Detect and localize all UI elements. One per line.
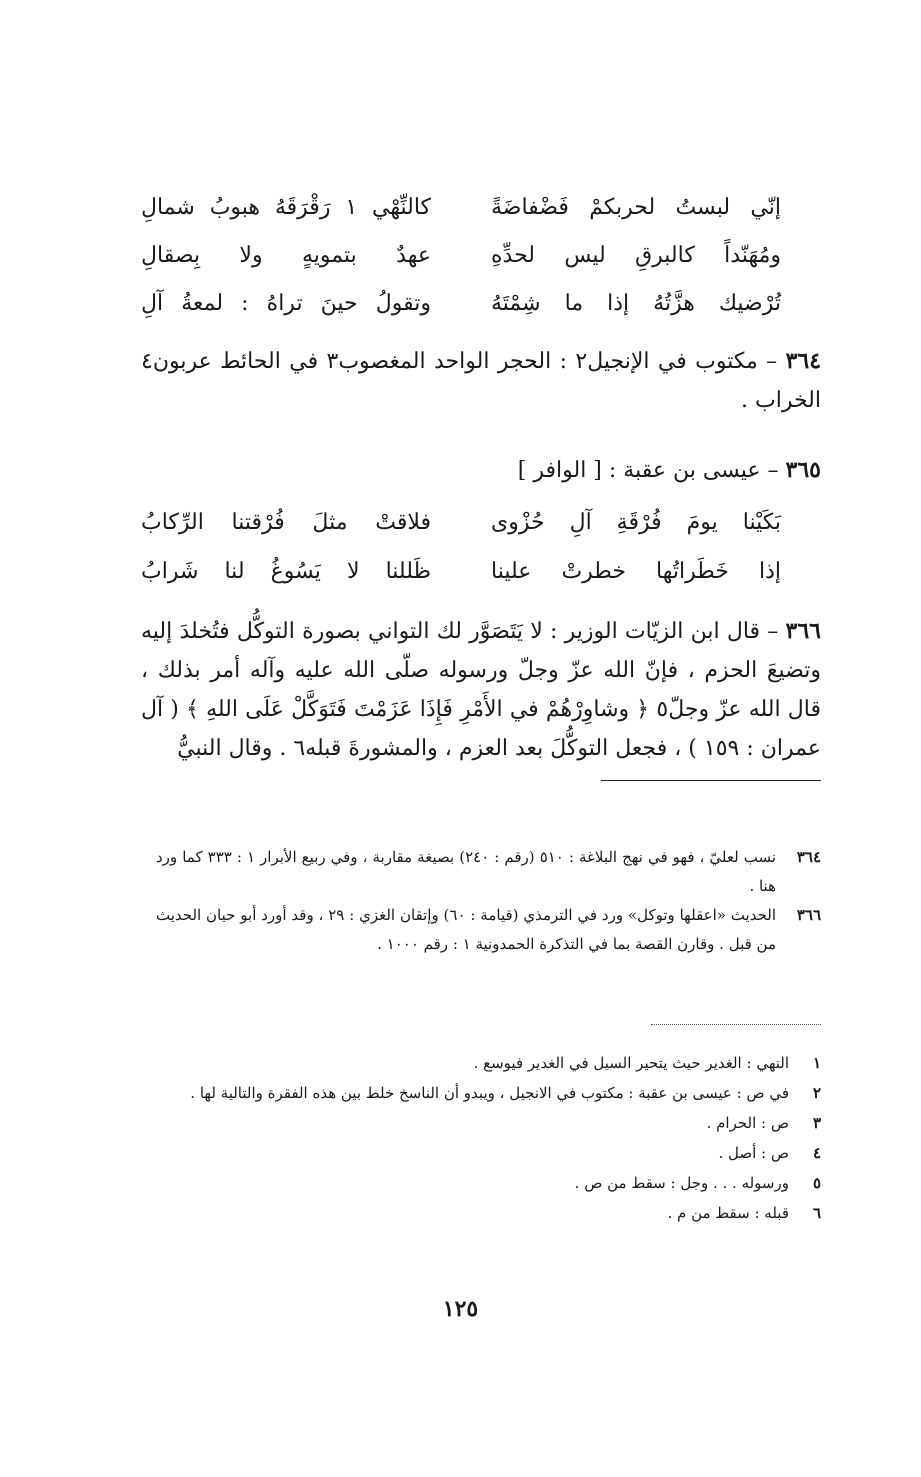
hemistich-first: تُرْضيك هزَّتُهُ إذا ما شِمْتَهُ — [491, 291, 781, 316]
footnote-text: ص : الحرام . — [706, 1114, 789, 1132]
footnote-number: ١ — [812, 1054, 821, 1072]
hemistich-first: إنّي لبستُ لحربكمْ فَضْفاضَةً — [491, 195, 781, 220]
hemistich-first: ومُهَنّداً كالبرقِ ليس لحدِّهِ — [491, 243, 781, 268]
verse — [141, 284, 781, 324]
entry-text: – قال ابن الزيّات الوزير : لا يَتَصَوَّر لك التواني بصورة التوكُّل فتُخلدَ إليه وتضيعَ الحزم ، فإنّ الله عزّ وجلّ ورسوله صلّى الله عليه وآله أمر بذلك ، قال الله عزّ وجلّ٥ ﴿ وشاوِرْهُمْ في الأَمْرِ فَإِذَا عَزَمْتَ فَتَوَكَّلْ عَلَى اللهِ ﴾ ( آل عمران : ١٥٩ ) ، فجعل التوكُّلَ بعد العزم ، والمشورةَ قبله٦ . وقال النبيُّ — [141, 619, 821, 761]
hemistich-second: وتقولُ حينَ تراهُ : لمعةُ آلِ — [141, 291, 431, 316]
note — [156, 843, 821, 901]
notes-divider — [601, 780, 821, 781]
footnote — [156, 1198, 821, 1228]
footnotes-divider — [651, 1024, 821, 1025]
entry-text: – عيسى بن عقبة : [ الوافر ] — [517, 458, 786, 483]
hemistich-first: إذا خَطَراتُها خطرتْ علينا — [491, 559, 781, 584]
note — [156, 901, 821, 959]
footnote-number: ٤ — [812, 1144, 821, 1162]
footnote-number: ٥ — [812, 1174, 821, 1192]
entry-text: – مكتوب في الإنجيل٢ : الحجر الواحد المغصوب٣ في الحائط عربون٤ الخراب . — [141, 349, 821, 413]
footnote-number: ٣ — [812, 1114, 821, 1132]
footnote-text: النهي : الغدير حيث يتحير السيل في الغدير فيوسع . — [473, 1054, 789, 1072]
footnote — [156, 1048, 821, 1078]
entry-366 — [141, 612, 821, 768]
hemistich-second: عهدٌ بتمويهٍ ولا بِصقالِ — [141, 243, 431, 268]
footnote — [156, 1138, 821, 1168]
note-text: نسب لعليّ ، فهو في نهج البلاغة : ٥١٠ (رقم : ٢٤٠) بصيغة مقاربة ، وفي ربيع الأبرار ١ : ٣٣٣ كما ورد هنا . — [156, 848, 777, 895]
footnote — [156, 1078, 821, 1108]
hemistich-first: بَكَيْنا يومَ فُرْقَةِ آلِ حُزْوى — [491, 510, 781, 535]
hemistich-second: فلاقتْ مثلَ فُرْقتنا الرِّكابُ — [141, 510, 431, 535]
verse — [141, 552, 781, 592]
hemistich-second: كالنِّهْي ١ رَقْرَقَهُ هبوبُ شمالِ — [141, 195, 431, 220]
verse — [141, 503, 781, 543]
note-text: الحديث «اعقلها وتوكل» ورد في الترمذي (قيامة : ٦٠) وإتقان الغزي : ٢٩ ، وقد أورد أبو حيان الحديث من قبل . وقارن القصة بما في التذكرة الحمدونية ١ : رقم ١٠٠٠ . — [156, 906, 776, 953]
footnote-text: ورسوله . . . وجل : سقط من ص . — [574, 1174, 789, 1192]
editorial-notes — [156, 843, 821, 959]
verse — [141, 188, 781, 228]
verse — [141, 236, 781, 276]
footnote-text: قبله : سقط من م . — [667, 1204, 789, 1222]
page-number: ١٢٥ — [442, 1296, 479, 1322]
footnote-number: ٦ — [812, 1204, 821, 1222]
entry-number: ٣٦٦ — [785, 618, 821, 644]
footnote — [156, 1108, 821, 1138]
note-number: ٣٦٦ — [796, 906, 821, 924]
hemistich-second: ظَللنا لا يَسُوغُ لنا شَرابُ — [141, 559, 431, 584]
note-number: ٣٦٤ — [796, 848, 821, 866]
entry-number: ٣٦٤ — [785, 348, 822, 374]
footnote-number: ٢ — [812, 1084, 821, 1102]
entry-365 — [141, 450, 821, 491]
footnote-text: ص : أصل . — [718, 1144, 789, 1162]
entry-364 — [141, 342, 821, 420]
footnote-text: في ص : عيسى بن عقبة : مكتوب في الانجيل ، ويبدو أن الناسخ خلط بين هذه الفقرة والتالية لها . — [190, 1084, 789, 1102]
footnotes — [156, 1048, 821, 1228]
entry-number: ٣٦٥ — [785, 457, 821, 483]
footnote — [156, 1168, 821, 1198]
